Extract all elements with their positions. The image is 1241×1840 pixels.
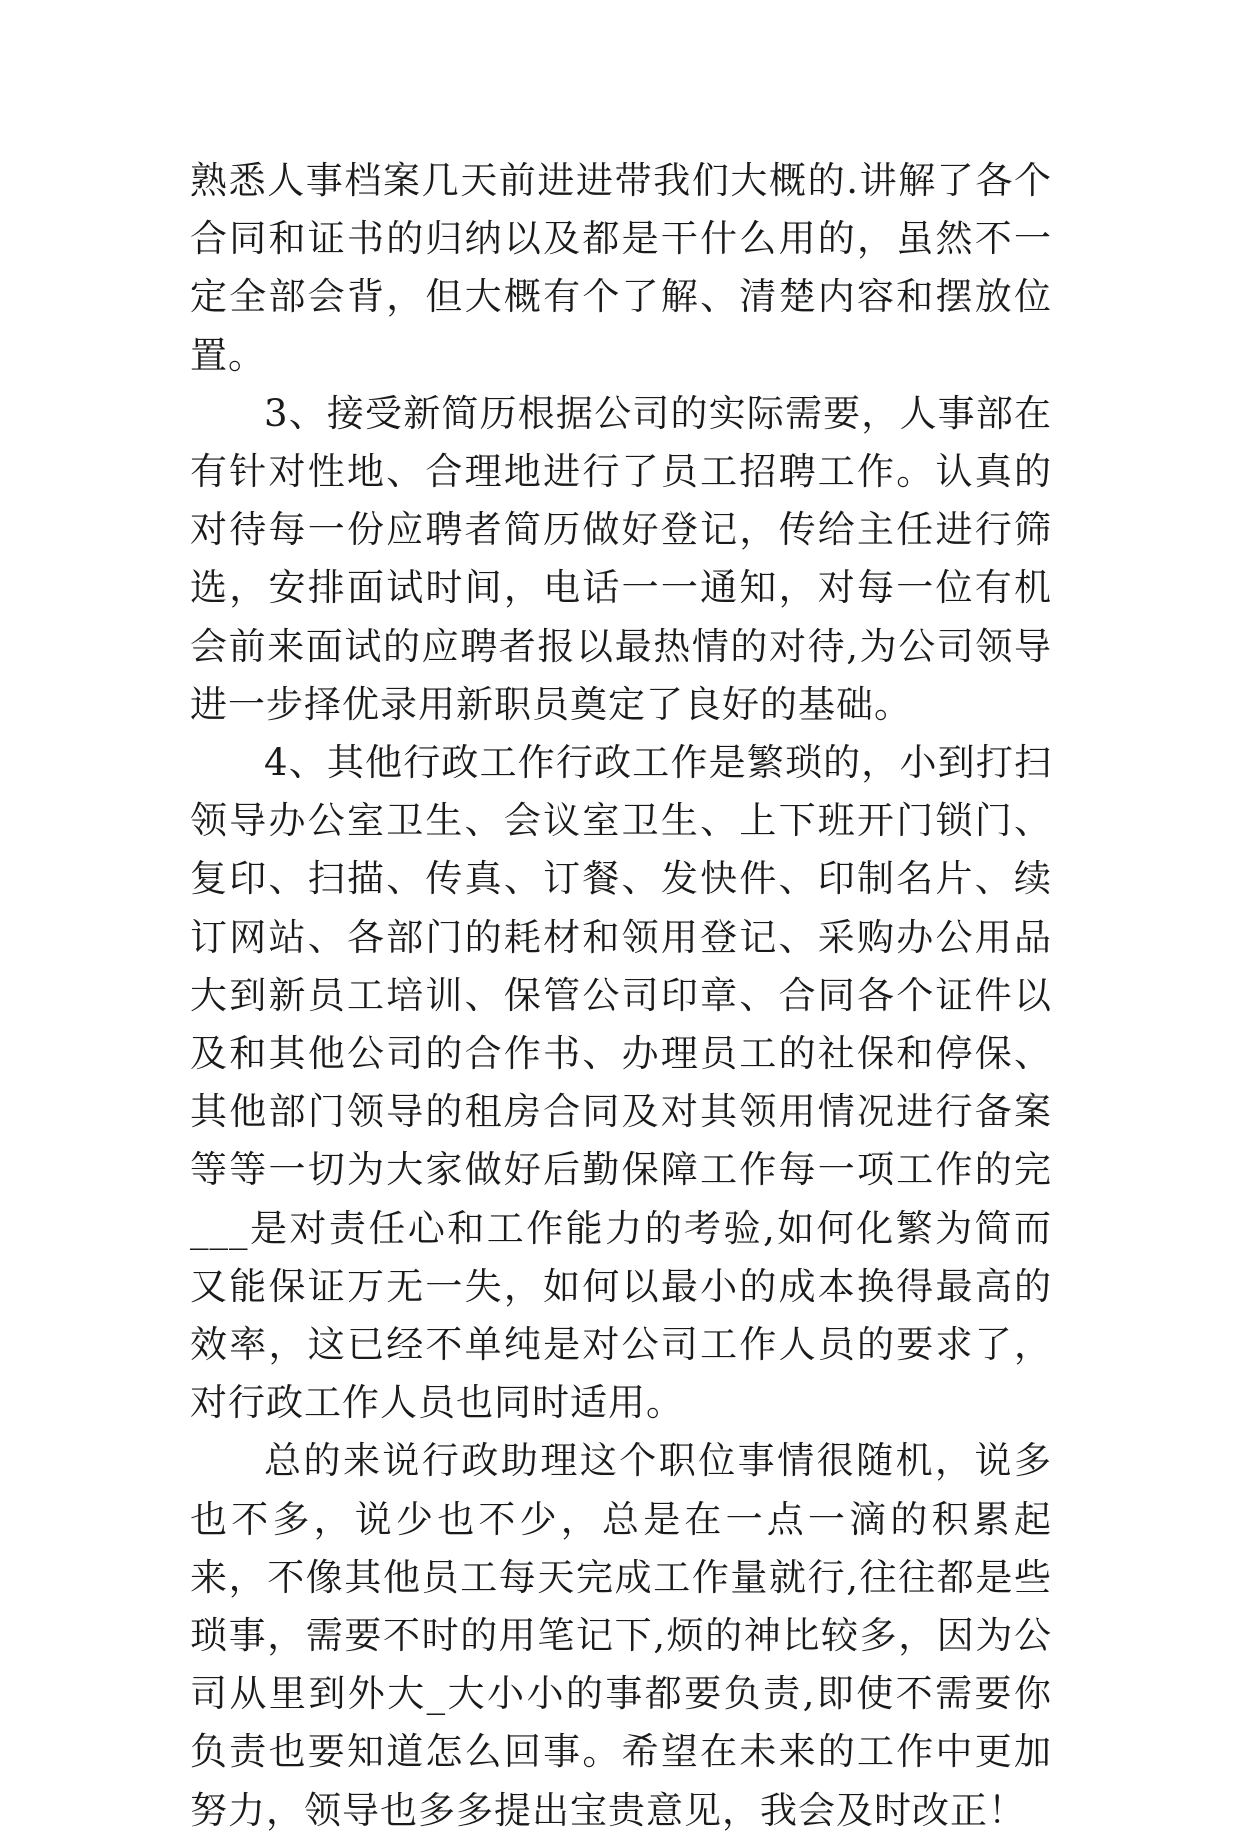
paragraph-admin-work: 4、其他行政工作行政工作是繁琐的，小到打扫领导办公室卫生、会议室卫生、上下班开门锁门、复印、扫描、传真、订餐、发快件、印制名片、续订网站、各部门的耗材和领用登记、采购办公用品大到新员工培训、保管公司印章、合同各个证件以及和其他公司的合作书、办理员工的社保和停保、其他部门领导的租房合同及对其领用情况进行备案等等一切为大家做好后勤保障工作每一项工作的完___是对责任心和工作能力的考验,如何化繁为简而又能保证万无一失，如何以最小的成本换得最高的效率，这已经不单纯是对公司工作人员的要求了，对行政工作人员也同时适用。 xyxy=(190,741,1052,1425)
paragraph-recruitment: 3、接受新简历根据公司的实际需要，人事部在有针对性地、合理地进行了员工招聘工作。认真的对待每一份应聘者简历做好登记，传给主任进行筛选，安排面试时间，电话一一通知，对每一位有机会前来面试的应聘者报以最热情的对待,为公司领导进一步择优录用新职员奠定了良好的基础。 xyxy=(190,391,1052,726)
document-body xyxy=(190,152,1052,1840)
paragraph-archive-intro: 熟悉人事档案几天前进进带我们大概的.讲解了各个合同和证书的归纳以及都是干什么用的，虽然不一定全部会背，但大概有个了解、清楚内容和摆放位置。 xyxy=(190,159,1052,377)
paragraph-summary: 总的来说行政助理这个职位事情很随机，说多也不多，说少也不少，总是在一点一滴的积累起来，不像其他员工每天完成工作量就行,往往都是些琐事，需要不时的用笔记下,烦的神比较多，因为公司从里到外大_大小小的事都要负责,即使不需要你负责也要知道怎么回事。希望在未来的工作中更加努力，领导也多多提出宝贵意见，我会及时改正！ xyxy=(190,1439,1052,1832)
